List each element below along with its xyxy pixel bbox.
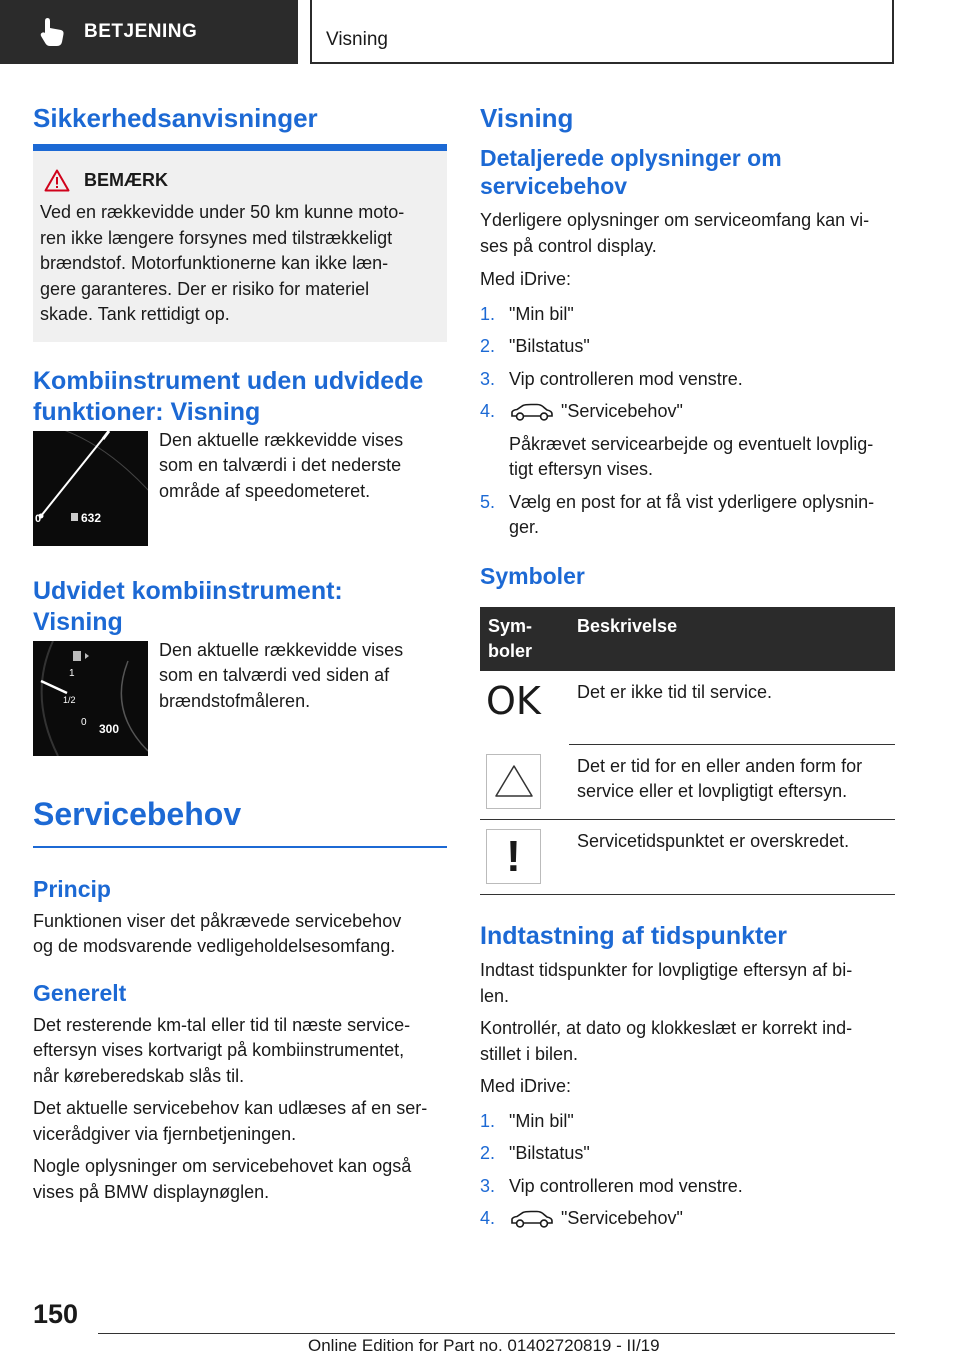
right-column: Visning Detaljerede oplysninger om servicebehov Yderligere oplysninger om serviceomfang kan vi‐ ses på control display. Med iDrive: 1. "Min bil" 2. "Bilstatus" 3. Vip controlleren mod venstre. 4. "Servicebehov" Påkrævet servicearbejde og eventuelt lovplig‐ tigt eftersyn vises. 5. Vælg en post for at få vist yderligere oplysnin‐ ger. Symboler Sym‐ boler Beskrivelse OK Det er ikke tid til service. Det er tid for en eller anden form for service eller et lovpligtigt eftersyn. ! Servicetidspunktet er overskredet. Indtastning af tidspunkter Indtast tidspunkter for lovpligtige eftersyn af bi‐ len. Kontrollér, at dato og klokkeslæt er korrekt ind‐ stillet i bilen. Med iDrive: 1. "Min bil" 2. "Bilstatus" 3. Vip controlleren mod venstre. 4. "Servicebehov" <box>480 96 895 1239</box>
exclamation-icon: ! <box>486 829 541 884</box>
note-title: BEMÆRK <box>40 169 440 192</box>
list-item: 4. "Servicebehov" Påkrævet servicearbejde og eventuelt lovplig‐ tigt eftersyn vises. <box>480 401 874 479</box>
page-number: 150 <box>33 1299 79 1329</box>
gauge-zero: 0 <box>81 716 87 728</box>
note-line: ren ikke længere forsynes med tilstrækkeligt <box>40 227 393 248</box>
note-line: gere garanteres. Der er risiko for materiel <box>40 278 370 299</box>
detail-heading: Detaljerede oplysninger om servicebehov <box>480 145 782 199</box>
warning-triangle-icon <box>486 754 541 809</box>
note-line: Ved en rækkevidde under 50 km kunne moto‐ <box>40 202 405 222</box>
table-row: ! Servicetidspunktet er overskredet. <box>480 820 895 895</box>
gauge-range: 300 <box>99 721 120 736</box>
visning-heading: Visning <box>480 103 574 133</box>
heading-bar <box>33 144 447 151</box>
list-item: 3. Vip controlleren mod venstre. <box>480 368 743 389</box>
steps-list <box>480 302 895 541</box>
chapter-tab <box>310 0 894 64</box>
gauge-zero: 0 <box>35 512 42 525</box>
edition-text: Online Edition for Part no. 01402720819 - II/19 <box>308 1336 660 1355</box>
generelt-heading: Generelt <box>33 979 127 1006</box>
udvidet-row <box>33 638 447 756</box>
list-item: 1. "Min bil" <box>480 1110 574 1131</box>
note-line: brændstof. Motorfunktionerne kan ikke læn‐ <box>40 253 389 273</box>
safety-heading: Sikkerhedsanvisninger <box>33 103 318 133</box>
entry-heading: Indtastning af tidspunkter <box>480 922 787 950</box>
table-row: Det er tid for en eller anden form for service eller et lovpligtigt eftersyn. <box>480 745 895 820</box>
udvidet-heading: Udvidet kombiinstrument: Visning <box>33 576 343 636</box>
list-item: 1. "Min bil" <box>480 303 574 324</box>
car-service-icon <box>509 402 555 422</box>
warning-triangle-icon <box>44 169 70 192</box>
symbols-table <box>480 607 895 896</box>
car-service-icon <box>509 1209 555 1229</box>
left-column: Sikkerhedsanvisninger BEMÆRK Ved en rækkevidde under 50 km kunne moto‐ ren ikke længere forsynes med tilstrækkeligt brændstof. Motorfunktionerne kan ikke læn‐ gere garanteres. Der er risiko for materiel skade. Tank rettidigt op. Kombiinstrument uden udvidede funktioner: Visning 0 632 Den aktuelle rækkevidde vises som en talværdi i det nederste område af speedometeret. Udvidet kombiinstrument: Visning 1 1/2 0 300 Den aktuelle rækkevidde vises som en talværdi ved siden af brændstofmåleren. Servicebehov Princip Funktionen viser det påkrævede servicebehov og de modsvarende vedligeholdelsesomfang. Generelt Det resterende km-tal eller tid til næste service‐ eftersyn vises kortvarigt på kombiinstrumentet, når køreberedskab slås til. Det aktuelle servicebehov kan udlæses af en ser‐ vicerådgiver via fjernbetjeningen. Nogle oplysninger om servicebehovet kan også vises på BMW displaynøglen. <box>33 96 447 1205</box>
ok-symbol: OK <box>486 678 541 723</box>
table-row: OK Det er ikke tid til service. <box>480 671 895 745</box>
gauge-half: 1/2 <box>63 694 76 705</box>
steps-list-2 <box>480 1109 895 1232</box>
list-item: 4. "Servicebehov" <box>480 1208 683 1228</box>
chapter-label: Visning <box>326 29 388 50</box>
princip-heading: Princip <box>33 875 111 902</box>
section-label: BETJENING <box>84 21 198 42</box>
note-box <box>33 151 447 342</box>
hand-pointer-icon <box>36 15 70 49</box>
table-header: Sym‐ boler Beskrivelse <box>480 607 895 671</box>
footer-rule <box>98 1333 895 1334</box>
kombi-row <box>33 428 447 546</box>
list-item: 3. Vip controlleren mod venstre. <box>480 1175 743 1196</box>
heading-rule <box>33 846 447 848</box>
gauge-one: 1 <box>69 667 75 679</box>
list-item: 2. "Bilstatus" <box>480 1143 590 1163</box>
list-item: 5. Vælg en post for at få vist yderligere oplysnin‐ ger. <box>480 491 875 537</box>
list-item: 2. "Bilstatus" <box>480 336 590 356</box>
section-tab <box>0 0 298 64</box>
speedometer-image <box>33 431 148 546</box>
service-heading: Servicebehov <box>33 795 242 832</box>
kombi-text: Den aktuelle rækkevidde vises som en talværdi i det nederste område af speedometeret. <box>159 429 404 501</box>
gauge-range: 632 <box>81 510 102 525</box>
udvidet-text: Den aktuelle rækkevidde vises som en talværdi ved siden af brændstofmåleren. <box>159 639 404 711</box>
note-line: skade. Tank rettidigt op. <box>40 304 230 324</box>
symbols-heading: Symboler <box>480 562 585 589</box>
fuel-gauge-image <box>33 641 148 756</box>
kombi-heading: Kombiinstrument uden udvidede funktioner: Visning <box>33 366 424 426</box>
